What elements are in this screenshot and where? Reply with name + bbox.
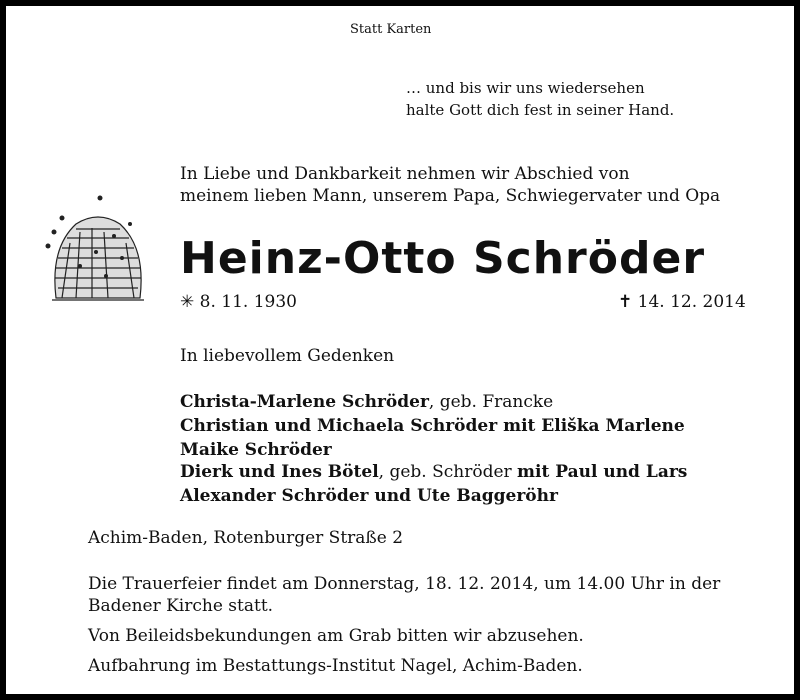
mourner-line-3: Maike Schröder bbox=[180, 440, 332, 460]
mourner-children: mit Paul und Lars bbox=[517, 462, 688, 482]
death-date bbox=[618, 292, 746, 312]
mourner-note: , geb. Francke bbox=[428, 392, 554, 412]
birth-date bbox=[180, 292, 297, 312]
deceased-name: Heinz-Otto Schröder bbox=[180, 233, 706, 284]
mourner-line-5: Alexander Schröder und Ute Baggeröhr bbox=[180, 486, 558, 506]
mourner-name: Christa-Marlene Schröder bbox=[180, 392, 429, 412]
birth-date-value: 8. 11. 1930 bbox=[199, 292, 297, 312]
quote-line-2: halte Gott dich fest in seiner Hand. bbox=[406, 101, 675, 119]
death-date-value: 14. 12. 2014 bbox=[637, 292, 746, 312]
intro-line-1: In Liebe und Dankbarkeit nehmen wir Abschied von bbox=[180, 164, 630, 184]
family-address: Achim-Baden, Rotenburger Straße 2 bbox=[88, 528, 404, 548]
mourner-line-1 bbox=[180, 392, 553, 412]
birth-star-icon: ✳ bbox=[180, 292, 195, 312]
mourner-line-2: Christian und Michaela Schröder mit Eliška Marlene bbox=[180, 416, 685, 436]
mourners-heading: In liebevollem Gedenken bbox=[180, 346, 395, 366]
mourner-line-4 bbox=[180, 462, 687, 482]
obituary-card bbox=[6, 6, 794, 694]
statt-karten-label: Statt Karten bbox=[350, 22, 432, 37]
lying-in-state-note: Aufbahrung im Bestattungs-Institut Nagel, Achim-Baden. bbox=[88, 656, 583, 676]
ceremony-line-2: Badener Kirche statt. bbox=[88, 596, 274, 616]
ceremony-line-1: Die Trauerfeier findet am Donnerstag, 18. 12. 2014, um 14.00 Uhr in der bbox=[88, 574, 721, 594]
death-cross-icon: ✝ bbox=[618, 292, 633, 312]
mourner-name: Dierk und Ines Bötel bbox=[180, 462, 379, 482]
condolence-note: Von Beileidsbekundungen am Grab bitten wir abzusehen. bbox=[88, 626, 584, 646]
mourner-note: , geb. Schröder bbox=[378, 462, 518, 482]
beehive-icon bbox=[36, 188, 160, 312]
intro-line-2: meinem lieben Mann, unserem Papa, Schwiegervater und Opa bbox=[180, 186, 721, 206]
quote-line-1: … und bis wir uns wiedersehen bbox=[406, 79, 645, 97]
